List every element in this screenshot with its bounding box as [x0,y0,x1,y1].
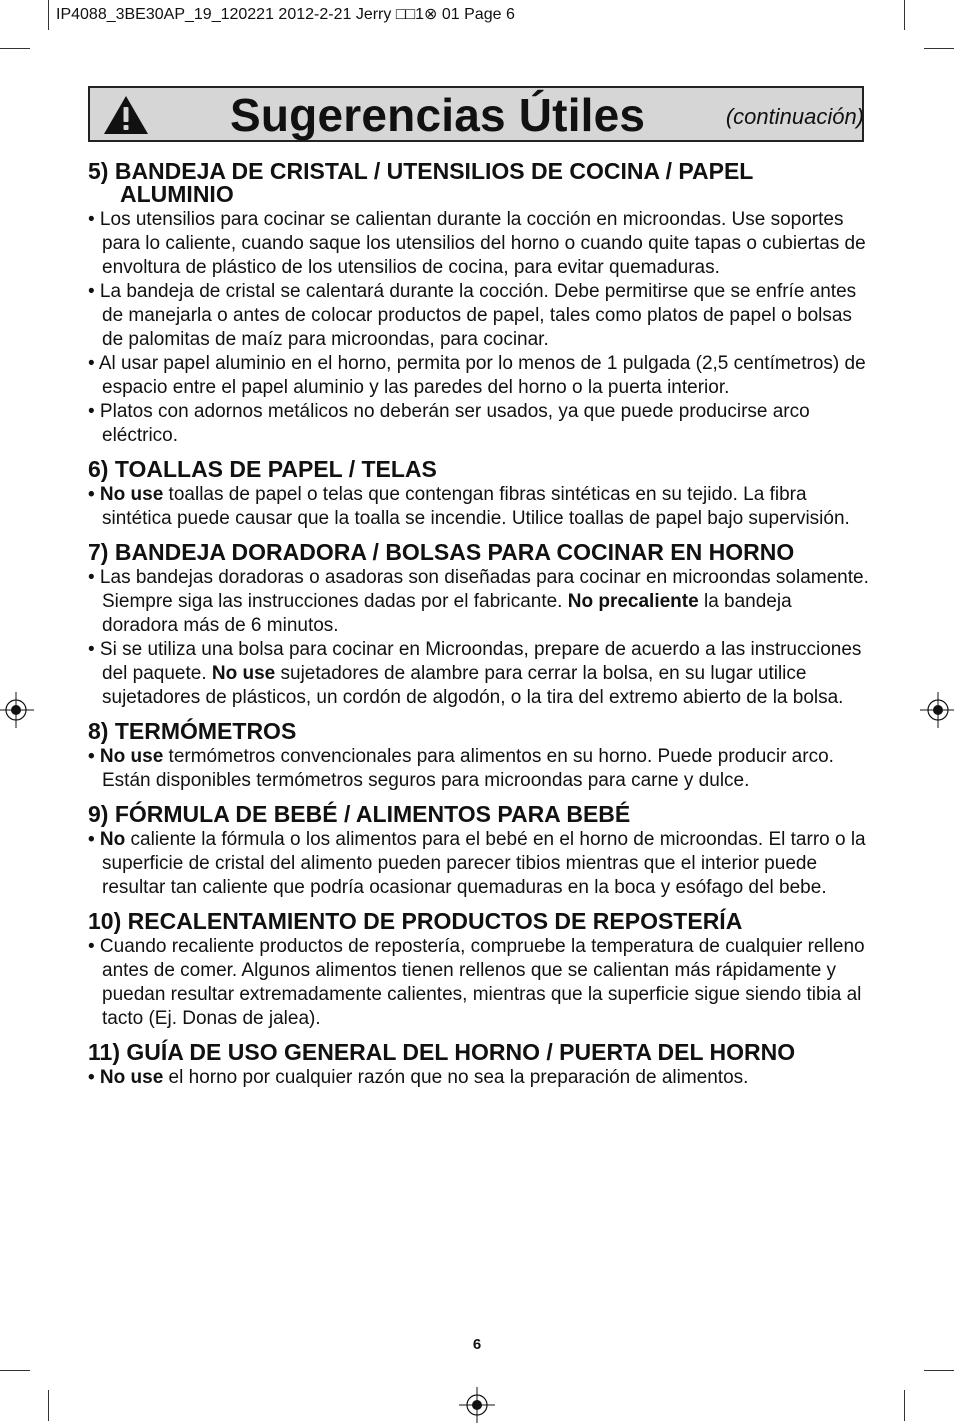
crop-mark [924,1370,954,1371]
section-browning-dish [88,541,872,710]
tips-content [88,160,872,1100]
bullet-item: • No use termómetros convencionales para alimentos en su horno. Puede producir arco. Están disponibles termómetros seguros para microondas para carne y dulce. [88,746,834,791]
bullet-item: • No use toallas de papel o telas que contengan fibras sintéticas en su tejido. La fibra sintética puede causar que la toalla se incendie. Utilice toallas de papel bajo supervisión. [88,484,850,529]
section-heading: 5) BANDEJA DE CRISTAL / UTENSILIOS DE COCINA / PAPEL ALUMINIO [88,158,753,207]
crop-mark [904,0,905,30]
page-number: 6 [472,1336,482,1353]
section-heading: 11) GUÍA DE USO GENERAL DEL HORNO / PUERTA DEL HORNO [88,1039,796,1065]
warning-triangle-icon [102,94,150,136]
page-header-banner [88,86,864,142]
section-heading: 9) FÓRMULA DE BEBÉ / ALIMENTOS PARA BEBÉ [88,801,631,827]
print-slug: IP4088_3BE30AP_19_120221 2012-2-21 Jerry □□1⊗ 01 Page 6 [56,6,515,23]
crop-mark [924,48,954,49]
registration-mark-icon [0,692,34,728]
section-paper-towels [88,458,872,531]
crop-mark [904,1390,905,1421]
bullet-item: • No caliente la fórmula o los alimentos para el bebé en el horno de microondas. El tarro o la superficie de cristal del alimento pueden parecer tibios mientras que el interior puede resultar tan caliente que podría ocasionar quemaduras en la boca y esófago del bebe. [88,829,866,898]
crop-mark [0,1370,30,1371]
bullet-item: • Al usar papel aluminio en el horno, permita por lo menos de 1 pulgada (2,5 centímetros) de espacio entre el papel aluminio y las paredes del horno o la puerta interior. [88,353,866,398]
bullet-item: • La bandeja de cristal se calentará durante la cocción. Debe permitirse que se enfríe antes de manejarla o antes de colocar productos de papel, tales como platos de papel o bolsas de palomitas de maíz para microondas, para cocinar. [88,281,857,350]
crop-mark [0,48,30,49]
registration-mark-icon [459,1387,495,1423]
section-pastry-reheating [88,910,872,1031]
section-heading: 8) TERMÓMETROS [88,718,297,744]
section-glass-tray [88,160,872,448]
section-general-use [88,1041,872,1090]
page-title: Sugerencias Útiles [230,89,646,141]
section-heading: 7) BANDEJA DORADORA / BOLSAS PARA COCINAR EN HORNO [88,539,795,565]
continued-label: (continuación) [725,104,864,129]
section-heading: 10) RECALENTAMIENTO DE PRODUCTOS DE REPOSTERÍA [88,908,743,934]
crop-mark [48,1390,49,1421]
registration-mark-icon [920,692,954,728]
bullet-item: • Platos con adornos metálicos no deberán ser usados, ya que puede producirse arco eléctrico. [88,401,810,446]
crop-mark [48,0,49,30]
bullet-item: • No use el horno por cualquier razón que no sea la preparación de alimentos. [88,1067,749,1088]
section-baby-formula [88,803,872,900]
bullet-item: • Los utensilios para cocinar se calientan durante la cocción en microondas. Use soportes para lo caliente, cuando saque los utensilios del horno o cuando quite tapas o cubiertas de envoltura de plástico de los utensilios de cocina, para evitar quemaduras. [88,209,866,278]
section-thermometers [88,720,872,793]
bullet-item: • Si se utiliza una bolsa para cocinar en Microondas, prepare de acuerdo a las instrucciones del paquete. No use sujetadores de alambre para cerrar la bolsa, en su lugar utilice sujetadores de plásticos, un cordón de algodón, o la tira del extremo abierto de la bolsa. [88,639,862,708]
section-heading: 6) TOALLAS DE PAPEL / TELAS [88,456,437,482]
bullet-item: • Las bandejas doradoras o asadoras son diseñadas para cocinar en microondas solamente. Siempre siga las instrucciones dadas por el fabricante. No precaliente la bandeja doradora más de 6 minutos. [88,567,869,636]
bullet-item: • Cuando recaliente productos de repostería, compruebe la temperatura de cualquier relleno antes de comer. Algunos alimentos tienen rellenos que se calientan más rápidamente y puedan resultar extremadamente calientes, mientras que la superficie sigue siendo tibia al tacto (Ej. Donas de jalea). [88,936,865,1029]
